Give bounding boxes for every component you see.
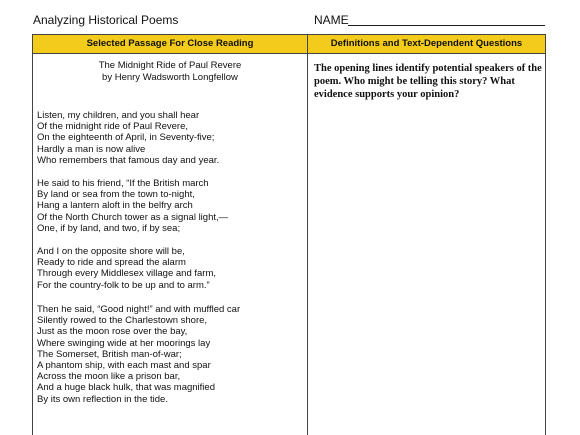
poem-line: And I on the opposite shore will be, — [37, 246, 185, 257]
name-fill-line[interactable] — [348, 25, 545, 26]
poem-author: by Henry Wadsworth Longfellow — [102, 72, 238, 83]
poem-line: Hardly a man is now alive — [37, 143, 146, 155]
questions-column-header: Definitions and Text-Dependent Questions — [330, 38, 523, 49]
poem-line: Where swinging wide at her moorings lay — [37, 337, 211, 349]
poem-line: And a huge black hulk, that was magnified — [37, 382, 215, 394]
poem-line: Ready to ride and spread the alarm — [37, 257, 186, 269]
close-reading-table — [32, 34, 546, 435]
stanza-3 — [37, 246, 305, 291]
poem-line: The Somerset, British man-of-war; — [37, 348, 182, 360]
poem-line: On the eighteenth of April, in Seventy-five; — [37, 132, 215, 144]
poem-line: Hang a lantern aloft in the belfry arch — [37, 200, 193, 212]
table-header-row — [33, 35, 545, 54]
poem-title: The Midnight Ride of Paul Revere — [98, 60, 242, 71]
passage-column-header: Selected Passage For Close Reading — [86, 38, 254, 49]
text-dependent-question: The opening lines identify potential speakers of the poem. Who might be telling this story? What evidence supports your opinion? — [314, 63, 542, 100]
stanza-2 — [37, 178, 305, 234]
poem-line: A phantom ship, with each mast and spar — [37, 360, 211, 372]
poem-line: Through every Middlesex village and farm, — [37, 268, 217, 280]
poem-line: Just as the moon rose over the bay, — [37, 326, 188, 338]
name-label: NAME — [314, 13, 349, 27]
poem-line: Listen, my children, and you shall hear — [37, 110, 200, 121]
poem-line: Of the midnight ride of Paul Revere, — [37, 121, 189, 133]
poem-line: Silently rowed to the Charlestown shore, — [37, 315, 208, 327]
stanza-4 — [37, 304, 305, 405]
poem-line: One, if by land, and two, if by sea; — [37, 222, 181, 234]
poem-line: By land or sea from the town to-night, — [37, 189, 195, 201]
document-title: Analyzing Historical Poems — [33, 13, 179, 27]
poem-line: Who remembers that famous day and year. — [37, 154, 220, 166]
poem-line: Then he said, “Good night!” and with muffled car — [37, 304, 241, 315]
poem-line: For the country-folk to be up and to arm.” — [37, 279, 210, 291]
column-divider — [307, 35, 308, 435]
poem-line: Across the moon like a prison bar, — [37, 371, 181, 383]
poem-line: By its own reflection in the tide. — [37, 393, 168, 405]
poem-line: He said to his friend, “If the British march — [37, 178, 209, 189]
poem-line: Of the North Church tower as a signal light,— — [37, 211, 229, 223]
worksheet-header — [0, 0, 580, 34]
stanza-1 — [37, 110, 305, 166]
